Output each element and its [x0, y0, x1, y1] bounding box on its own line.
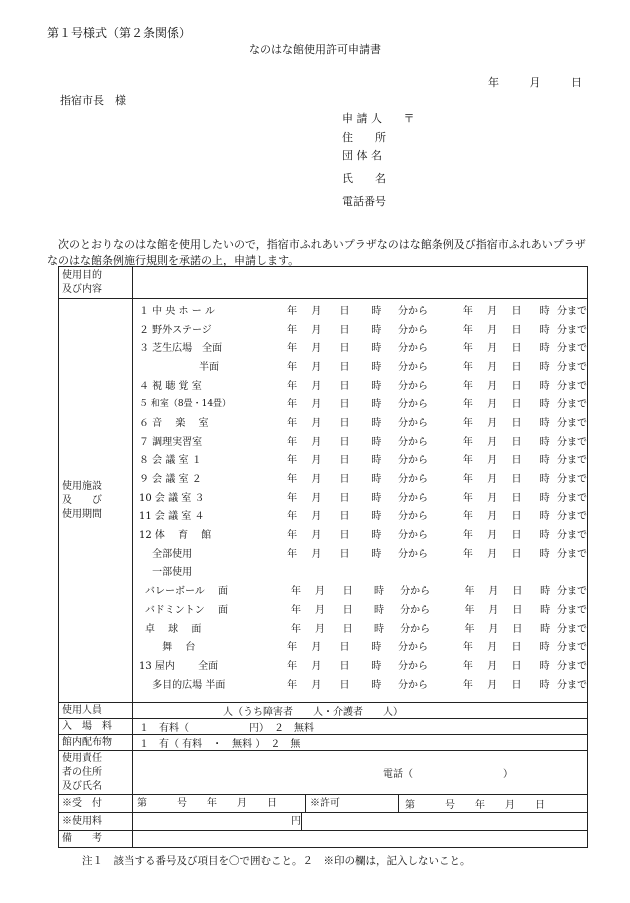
period-unit: 時 [371, 380, 382, 392]
period-unit: 月 [487, 679, 498, 691]
facility-label [59, 299, 133, 703]
period-unit: 分まで [556, 474, 587, 486]
period-unit: 日 [511, 474, 522, 486]
period-unit: 年 [462, 399, 473, 411]
facility-label-line: 及 び [62, 494, 102, 506]
period-unit: 分から [398, 474, 428, 486]
facility-row[interactable] [133, 450, 587, 469]
facility-row[interactable] [133, 562, 587, 581]
period-unit: 分まで [556, 660, 587, 672]
period-unit: 月 [311, 455, 322, 467]
period-unit: 月 [487, 548, 498, 560]
period-unit: 日 [512, 604, 523, 616]
period-unit: 年 [462, 417, 473, 429]
period-unit: 年 [462, 492, 473, 504]
period-unit: 年 [287, 474, 298, 486]
period-unit: 時 [371, 343, 382, 355]
reception-field [133, 795, 588, 813]
facility-name: 一部使用 [139, 567, 193, 579]
period-unit: 年 [290, 604, 301, 616]
period-unit: 日 [512, 623, 523, 635]
period-unit: 分まで [556, 417, 587, 429]
period-unit: 分から [398, 305, 428, 317]
facility-row[interactable] [133, 636, 587, 655]
facility-row[interactable] [133, 618, 587, 637]
intro-text: 次のとおりなのはな館を使用したいので，指宿市ふれあいプラザなのはな館条例及び指宿市ふれあいプラザなのはな館条例施行規則を承諾の上，申請します。 [47, 238, 586, 267]
period-unit: 年 [462, 324, 473, 336]
responsible-field[interactable]: 電話（ ） [133, 751, 588, 795]
period-unit: 年 [464, 623, 475, 635]
period-unit: 時 [539, 455, 550, 467]
period-unit: 分まで [556, 548, 587, 560]
period-unit: 月 [487, 474, 498, 486]
purpose-field[interactable] [133, 267, 588, 299]
period-unit: 時 [371, 642, 382, 654]
period-unit: 時 [540, 586, 551, 598]
persons-field[interactable]: 人（うち障害者 人・介護者 人） [133, 703, 588, 719]
period-unit: 月 [311, 530, 322, 542]
period-unit: 月 [487, 305, 498, 317]
facility-row[interactable] [133, 375, 587, 394]
reception-number: 第 号 年 月 日 [133, 795, 306, 812]
period-unit: 年 [462, 679, 473, 691]
period-unit: 年 [464, 586, 475, 598]
applicant-label: 申 請 人 [342, 112, 382, 125]
period-unit: 年 [462, 474, 473, 486]
purpose-label-line: 使用目的 [62, 269, 102, 281]
facility-row[interactable] [133, 337, 587, 356]
period-unit: 日 [511, 324, 522, 336]
period-unit: 時 [371, 679, 382, 691]
facility-name: ８ 会 議 室 １ [139, 455, 202, 467]
facility-name: 10 会 議 室 ３ [139, 492, 205, 504]
period-unit: 年 [287, 417, 298, 429]
period-unit: 月 [487, 455, 498, 467]
period-unit: 分まで [556, 436, 587, 448]
facility-row[interactable] [133, 412, 587, 431]
period-unit: 年 [462, 660, 473, 672]
period-unit: 分から [398, 361, 428, 373]
permit-label: ※許可 [306, 795, 399, 812]
period-unit: 月 [311, 660, 322, 672]
remarks-label: 備 考 [59, 831, 133, 848]
period-unit: 月 [487, 380, 498, 392]
period-unit: 時 [540, 623, 551, 635]
facility-label-line: 使用施設 [62, 480, 102, 492]
period-unit: 年 [462, 380, 473, 392]
facility-row[interactable] [133, 674, 587, 693]
period-unit: 時 [539, 436, 550, 448]
date-year: 年 [488, 76, 499, 89]
facility-name: ５ 和室（8畳・14畳） [139, 399, 232, 410]
facility-name: 12 体 育 館 [139, 530, 212, 542]
footnote: 注１ 該当する番号及び項目を〇で囲むこと。２ ※印の欄は，記入しないこと。 [82, 855, 471, 867]
period-unit: 月 [487, 324, 498, 336]
period-unit: 月 [487, 399, 498, 411]
date-day: 日 [571, 76, 582, 89]
period-unit: 時 [371, 492, 382, 504]
period-unit: 月 [314, 604, 325, 616]
period-unit: 月 [487, 417, 498, 429]
period-unit: 時 [371, 530, 382, 542]
period-unit: 分まで [557, 586, 587, 598]
period-unit: 分まで [556, 380, 587, 392]
period-unit: 時 [539, 324, 550, 336]
period-unit: 月 [488, 623, 499, 635]
period-unit: 月 [311, 324, 322, 336]
reception-label: ※受 付 [59, 795, 133, 813]
period-unit: 分から [398, 511, 428, 523]
period-unit: 日 [511, 455, 522, 467]
period-unit: 分まで [556, 343, 587, 355]
period-unit: 時 [371, 548, 382, 560]
period-unit: 時 [539, 417, 550, 429]
responsible-label-line: 使用責任 [62, 752, 102, 764]
responsible-label-line: 者の住所 [62, 766, 102, 778]
facility-label-line: 使用期間 [62, 508, 102, 520]
facility-row[interactable] [133, 580, 587, 599]
date-month: 月 [529, 76, 541, 89]
period-unit: 日 [511, 530, 522, 542]
period-unit: 時 [371, 361, 382, 373]
handouts-field[interactable]: １ 有（ 有料 ・ 無料 ） ２ 無 [133, 735, 588, 751]
period-unit: 時 [371, 455, 382, 467]
period-unit: 年 [287, 530, 298, 542]
period-unit: 分から [400, 623, 431, 635]
address-label: 住 所 [342, 131, 386, 144]
postal-mark: 〒 [403, 112, 415, 125]
period-unit: 分まで [556, 399, 587, 411]
period-unit: 時 [540, 604, 551, 616]
period-unit: 時 [539, 530, 550, 542]
usage-fee-field [133, 813, 588, 831]
period-unit: 日 [339, 511, 350, 523]
period-unit: 分から [398, 492, 428, 504]
period-unit: 月 [487, 642, 498, 654]
facility-name: ６ 音 楽 室 [139, 417, 209, 429]
period-unit: 時 [539, 474, 550, 486]
period-unit: 年 [287, 324, 298, 336]
remarks-field[interactable] [133, 831, 588, 848]
period-unit: 日 [339, 474, 350, 486]
facility-row[interactable] [133, 356, 587, 375]
period-unit: 分から [398, 343, 428, 355]
period-unit: 分まで [557, 623, 587, 635]
period-unit: 日 [339, 305, 350, 317]
form-number: 第１号様式（第２条関係） [47, 26, 192, 40]
facility-name: 全部使用 [139, 548, 193, 560]
period-unit: 月 [311, 399, 322, 411]
period-unit: 年 [287, 511, 298, 523]
period-unit: 時 [371, 660, 382, 672]
addressee: 指宿市長 様 [60, 94, 126, 107]
period-unit: 年 [287, 436, 298, 448]
facility-name: 多目的広場 半面 [139, 679, 226, 691]
period-unit: 日 [339, 399, 350, 411]
period-unit: 年 [462, 548, 473, 560]
period-unit: 年 [287, 380, 298, 392]
period-unit: 月 [311, 361, 322, 373]
period-unit: 分から [400, 586, 431, 598]
period-unit: 日 [511, 361, 522, 373]
period-unit: 年 [287, 548, 298, 560]
usage-fee-label: ※使用料 [59, 813, 133, 831]
name-label: 氏 名 [342, 172, 386, 185]
period-unit: 年 [462, 436, 473, 448]
period-unit: 日 [339, 530, 350, 542]
period-unit: 年 [462, 361, 473, 373]
facility-row[interactable] [133, 487, 587, 506]
group-name-label: 団 体 名 [342, 149, 382, 162]
period-unit: 分から [398, 530, 428, 542]
period-unit: 日 [342, 604, 353, 616]
facility-name: 半面 [139, 361, 219, 373]
period-unit: 月 [311, 492, 322, 504]
period-unit: 年 [287, 492, 298, 504]
responsible-label [59, 751, 133, 795]
period-unit: 日 [511, 305, 522, 317]
period-unit: 年 [287, 399, 298, 411]
period-unit: 時 [539, 305, 550, 317]
period-unit: 日 [511, 679, 522, 691]
period-unit: 日 [339, 660, 350, 672]
facility-row[interactable] [133, 599, 587, 618]
period-unit: 時 [539, 548, 550, 560]
facility-name: １ 中 央 ホ ー ル [139, 305, 215, 317]
period-unit: 分から [398, 679, 428, 691]
period-unit: 月 [311, 474, 322, 486]
period-unit: 年 [290, 623, 301, 635]
period-unit: 年 [287, 660, 298, 672]
persons-label: 使用人員 [59, 703, 133, 719]
period-unit: 日 [342, 586, 353, 598]
period-unit: 分まで [556, 511, 587, 523]
period-unit: 時 [371, 324, 382, 336]
period-unit: 時 [539, 660, 550, 672]
period-unit: 月 [487, 343, 498, 355]
period-unit: 年 [287, 305, 298, 317]
facility-row[interactable] [133, 393, 587, 412]
period-unit: 時 [374, 586, 384, 598]
period-unit: 分まで [556, 324, 587, 336]
facility-name: ９ 会 議 室 ２ [139, 474, 202, 486]
period-unit: 日 [511, 642, 522, 654]
period-unit: 年 [462, 642, 473, 654]
period-unit: 月 [487, 660, 498, 672]
facility-row[interactable] [133, 543, 587, 562]
period-unit: 月 [487, 530, 498, 542]
facility-list [133, 299, 588, 703]
facility-name: 11 会 議 室 ４ [139, 511, 205, 523]
period-unit: 分から [398, 399, 428, 411]
period-unit: 分まで [556, 642, 587, 654]
period-unit: 時 [539, 399, 550, 411]
period-unit: 日 [511, 436, 522, 448]
period-unit: 時 [539, 511, 550, 523]
facility-row[interactable] [133, 431, 587, 450]
fee-field[interactable]: １ 有料（ 円） ２ 無料 [133, 719, 588, 735]
period-unit: 分から [398, 380, 428, 392]
period-unit: 分まで [556, 361, 587, 373]
facility-name: 卓 球 面 [145, 623, 202, 635]
period-unit: 日 [511, 660, 522, 672]
period-unit: 時 [539, 343, 550, 355]
period-unit: 月 [311, 679, 322, 691]
facility-row[interactable] [133, 506, 587, 525]
period-unit: 時 [371, 417, 382, 429]
period-unit: 月 [311, 548, 322, 560]
period-unit: 年 [287, 642, 298, 654]
period-unit: 日 [511, 492, 522, 504]
period-unit: 月 [311, 343, 322, 355]
period-unit: 日 [511, 380, 522, 392]
period-unit: 日 [339, 492, 350, 504]
purpose-label-line: 及び内容 [62, 283, 102, 295]
facility-name: ４ 視 聴 覚 室 [139, 380, 202, 392]
period-unit: 分まで [556, 455, 587, 467]
application-table [58, 266, 588, 848]
period-unit: 日 [339, 361, 350, 373]
period-unit: 年 [464, 604, 475, 616]
facility-row[interactable] [133, 524, 587, 543]
application-date [488, 74, 582, 90]
period-unit: 月 [311, 380, 322, 392]
facility-name: バドミントン 面 [145, 604, 228, 616]
period-unit: 年 [462, 343, 473, 355]
period-unit: 分まで [556, 492, 587, 504]
permit-number: 第 号 年 月 日 [405, 800, 545, 811]
period-unit: 時 [374, 604, 384, 616]
period-unit: 月 [314, 586, 325, 598]
period-unit: 日 [512, 586, 523, 598]
period-unit: 分まで [556, 530, 587, 542]
fee-label: 入 場 料 [59, 719, 133, 735]
period-unit: 年 [462, 305, 473, 317]
period-unit: 年 [287, 679, 298, 691]
period-unit: 日 [339, 436, 350, 448]
facility-name: 13 屋内 全面 [139, 660, 219, 672]
period-unit: 時 [539, 679, 550, 691]
period-unit: 日 [511, 399, 522, 411]
phone-label: 電話番号 [342, 195, 386, 208]
period-unit: 日 [339, 324, 350, 336]
period-unit: 時 [371, 511, 382, 523]
period-unit: 分から [398, 642, 428, 654]
period-unit: 時 [374, 623, 384, 635]
period-unit: 月 [487, 511, 498, 523]
facility-row[interactable] [133, 468, 587, 487]
period-unit: 分まで [556, 305, 587, 317]
period-unit: 分から [398, 324, 428, 336]
usage-fee-unit: 円 [133, 813, 302, 830]
facility-name: ２ 野外ステージ [139, 324, 212, 336]
period-unit: 年 [462, 511, 473, 523]
period-unit: 月 [487, 361, 498, 373]
period-unit: 時 [371, 399, 382, 411]
period-unit: 月 [311, 511, 322, 523]
period-unit: 時 [371, 436, 382, 448]
period-unit: 日 [339, 417, 350, 429]
period-unit: 月 [488, 604, 499, 616]
period-unit: 時 [539, 361, 550, 373]
facility-name: ３ 芝生広場 全面 [139, 343, 223, 355]
period-unit: 分まで [557, 604, 587, 616]
period-unit: 時 [539, 492, 550, 504]
period-unit: 月 [311, 436, 322, 448]
handouts-label: 館内配布物 [59, 735, 133, 751]
period-unit: 日 [339, 548, 350, 560]
period-unit: 月 [487, 436, 498, 448]
facility-row[interactable] [133, 655, 587, 674]
period-unit: 日 [339, 679, 350, 691]
period-unit: 日 [339, 642, 350, 654]
period-unit: 日 [339, 380, 350, 392]
period-unit: 日 [511, 343, 522, 355]
period-unit: 分から [398, 436, 428, 448]
period-unit: 分から [398, 417, 428, 429]
period-unit: 年 [290, 586, 301, 598]
period-unit: 月 [488, 586, 499, 598]
period-unit: 月 [487, 492, 498, 504]
period-unit: 分から [400, 604, 431, 616]
facility-name: 舞 台 [139, 642, 196, 654]
period-unit: 年 [287, 361, 298, 373]
period-unit: 時 [371, 305, 382, 317]
period-unit: 日 [339, 343, 350, 355]
applicant-row [342, 110, 415, 126]
period-unit: 日 [339, 455, 350, 467]
period-unit: 分まで [556, 679, 587, 691]
purpose-label [59, 267, 133, 299]
facility-row[interactable] [133, 319, 587, 338]
responsible-label-line: 及び氏名 [62, 780, 102, 792]
facility-name: バレーボール 面 [145, 586, 228, 598]
form-title: なのはな館使用許可申請書 [249, 43, 381, 56]
period-unit: 時 [539, 380, 550, 392]
period-unit: 月 [311, 642, 322, 654]
facility-row[interactable] [133, 300, 587, 319]
period-unit: 分から [398, 660, 428, 672]
period-unit: 月 [311, 305, 322, 317]
period-unit: 年 [462, 455, 473, 467]
period-unit: 日 [342, 623, 353, 635]
period-unit: 年 [287, 455, 298, 467]
period-unit: 年 [462, 530, 473, 542]
period-unit: 月 [311, 417, 322, 429]
period-unit: 月 [314, 623, 325, 635]
period-unit: 日 [511, 511, 522, 523]
period-unit: 年 [287, 343, 298, 355]
period-unit: 時 [371, 474, 382, 486]
period-unit: 時 [539, 642, 550, 654]
period-unit: 日 [511, 417, 522, 429]
period-unit: 日 [511, 548, 522, 560]
facility-name: ７ 調理実習室 [139, 436, 203, 448]
period-unit: 分から [398, 455, 428, 467]
period-unit: 分から [398, 548, 428, 560]
